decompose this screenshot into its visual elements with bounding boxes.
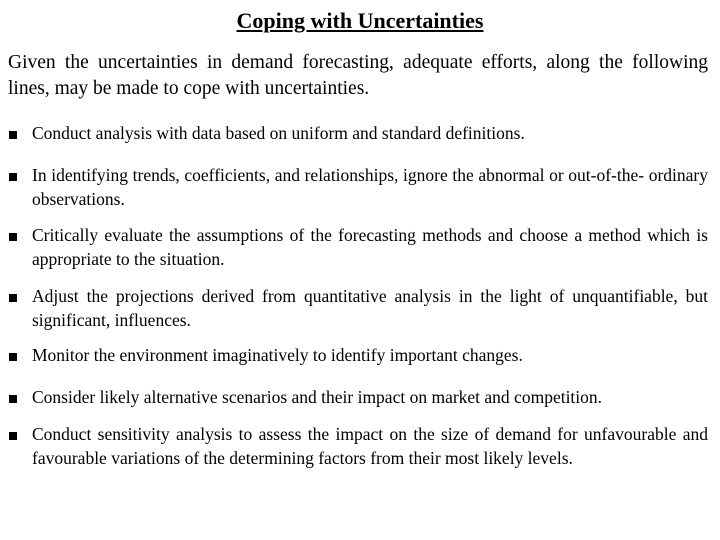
bullet-text: In identifying trends, coefficients, and relationships, ignore the abnormal or out-of-the- ordinary observations.: [32, 165, 708, 209]
slide-title: Coping with Uncertainties: [236, 8, 484, 33]
bullet-text: Critically evaluate the assumptions of the forecasting methods and choose a method which is appropriate to the situation.: [32, 225, 708, 269]
square-bullet-icon: [9, 173, 17, 181]
square-bullet-icon: [9, 131, 17, 139]
bullet-text: Adjust the projections derived from quantitative analysis in the light of unquantifiable, but significant, influences.: [32, 286, 708, 330]
bullet-text: Conduct sensitivity analysis to assess the impact on the size of demand for unfavourable and favourable variations of the determining factors from their most likely levels.: [32, 424, 708, 468]
bullet-text: Conduct analysis with data based on uniform and standard definitions.: [32, 123, 525, 143]
square-bullet-icon: [9, 294, 17, 302]
square-bullet-icon: [9, 395, 17, 403]
square-bullet-icon: [9, 353, 17, 361]
bullet-text: Monitor the environment imaginatively to identify important changes.: [32, 345, 523, 365]
intro-paragraph: Given the uncertainties in demand forecasting, adequate efforts, along the following lines, may be made to cope with uncertainties.: [8, 52, 708, 99]
square-bullet-icon: [9, 432, 17, 440]
bullet-text: Consider likely alternative scenarios and their impact on market and competition.: [32, 387, 603, 407]
square-bullet-icon: [9, 233, 17, 241]
